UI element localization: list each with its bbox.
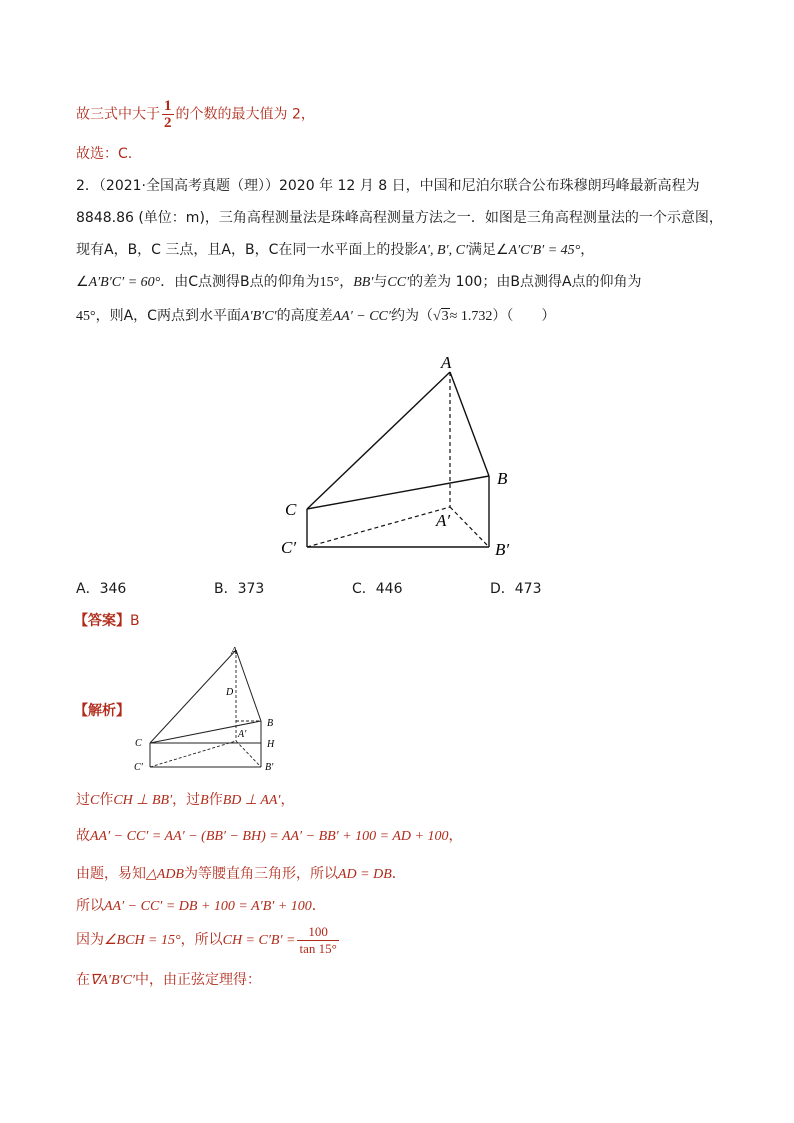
- solution-line-2: [76, 826, 462, 847]
- conclusion-line-1: [76, 98, 315, 131]
- text-segment: ∠: [76, 274, 89, 290]
- math-segment: BB′: [353, 275, 374, 290]
- text-segment: 故: [76, 828, 90, 844]
- math-segment: AD = DB: [337, 867, 392, 882]
- text-segment: 过: [76, 792, 90, 808]
- answer-value: B: [130, 613, 140, 629]
- label-D: D: [226, 687, 234, 698]
- math-segment: A′B′C′ = 60°: [88, 275, 161, 290]
- math-segment: A′, B′, C′: [418, 243, 469, 258]
- fraction-numerator: 1: [164, 98, 172, 114]
- math-segment: ∇A′B′C′: [90, 973, 135, 988]
- option-a[interactable]: A．346: [76, 581, 127, 597]
- text-segment: ．: [311, 898, 326, 914]
- fraction-denominator: 2: [164, 115, 172, 131]
- label-C: C: [135, 738, 142, 749]
- text-segment: ，: [580, 242, 595, 258]
- fraction-one-half: [162, 98, 174, 131]
- question-line-5: [76, 306, 555, 327]
- math-segment: 45°: [76, 309, 96, 324]
- math-segment: AA′ − CC′ = AA′ − (BB′ − BH) = AA′ − BB′ + 100 = AD + 100: [90, 829, 449, 844]
- question-line-4: [76, 272, 642, 293]
- solution-line-1: [76, 790, 295, 811]
- edge-AB: [236, 650, 261, 721]
- text-segment: 的差为 100；由B点测得A点的仰角为: [409, 274, 642, 290]
- fraction-100-over-tan15: [297, 924, 338, 957]
- text-segment: 现有A，B，C 三点，且A，B，C在同一水平面上的投影: [76, 242, 419, 258]
- solution-line-4: [76, 896, 326, 917]
- text-segment: 在: [76, 972, 90, 988]
- sqrt-radicand: 3: [441, 309, 449, 324]
- math-segment: B: [200, 793, 209, 808]
- dashed-ApBp: [236, 741, 261, 767]
- solution-line-6: [76, 970, 261, 991]
- label-C-prime: C′: [281, 538, 297, 557]
- math-segment: △ADB: [146, 867, 184, 882]
- text-segment: ．由C点测得B点的仰角为: [160, 274, 320, 290]
- text-segment: ，: [448, 828, 463, 844]
- label-H: H: [267, 739, 275, 750]
- math-segment: CC′: [387, 275, 410, 290]
- label-C: C: [285, 500, 297, 519]
- text-segment: ，: [280, 792, 295, 808]
- text-segment: ，过: [172, 792, 201, 808]
- dashed-CpAp: [150, 741, 236, 767]
- text-segment: 作: [99, 792, 114, 808]
- question-line-3: [76, 240, 594, 261]
- math-segment: A′C′B′ = 45°: [508, 243, 581, 258]
- label-B: B: [267, 718, 274, 729]
- text-segment: ，则A，C两点到水平面: [95, 308, 241, 324]
- text-segment: 作: [208, 792, 223, 808]
- question-line-2: 8848.86 (单位：m)，三角高程测量法是珠峰高程测量方法之一．如图是三角高程测量法的一个示意图，: [76, 210, 723, 226]
- math-segment: AA′ − CC′ = DB + 100 = A′B′ + 100: [104, 899, 312, 914]
- analysis-label: 【解析】: [74, 703, 130, 719]
- answer-label: 【答案】: [74, 613, 130, 629]
- label-A: A: [231, 646, 238, 657]
- dashed-CpAp: [307, 507, 450, 547]
- solution-line-3: [76, 864, 406, 885]
- label-B-prime: B′: [495, 540, 510, 559]
- text-segment: 的高度差: [276, 308, 333, 324]
- question-line-1: 2．（2021·全国高考真题（理））2020 年 12 月 8 日，中国和尼泊尔联合公布珠穆朗玛峰最新高程为: [76, 178, 700, 194]
- option-c[interactable]: C．446: [352, 581, 403, 597]
- sqrt-symbol: √: [432, 309, 441, 324]
- fraction-numerator: 100: [297, 924, 338, 941]
- answer-line: [74, 610, 140, 630]
- label-A: A: [441, 353, 452, 372]
- option-d[interactable]: D．473: [490, 581, 542, 597]
- conclusion-line-2: 故选：C.: [76, 146, 133, 162]
- solution-line-5: [76, 922, 341, 959]
- text-segment: 的个数的最大值为 2，: [175, 106, 315, 123]
- text-segment: 因为: [76, 932, 104, 948]
- text-segment: 由题，易知: [76, 866, 146, 882]
- math-segment: 15°: [319, 275, 340, 290]
- text-segment: 满足∠: [468, 242, 509, 258]
- text-segment: 约为（: [390, 308, 433, 324]
- edge-AC: [307, 372, 450, 509]
- edge-CB: [307, 476, 489, 509]
- label-A-prime: A′: [436, 511, 451, 530]
- math-segment: ≈ 1.732）（ ）: [449, 309, 556, 324]
- prism-diagram: [270, 345, 530, 565]
- text-segment: ，: [339, 274, 354, 290]
- text-segment: 故三式中大于: [76, 106, 160, 123]
- text-segment: 与: [373, 274, 388, 290]
- edge-AB: [450, 372, 489, 476]
- solution-diagram: [130, 643, 285, 778]
- label-C-prime: C′: [134, 762, 143, 773]
- label-B-prime: B′: [265, 762, 274, 773]
- label-B: B: [497, 469, 508, 488]
- math-segment: C: [90, 793, 100, 808]
- dashed-ApBp: [450, 507, 489, 547]
- text-segment: 中，由正弦定理得：: [135, 972, 261, 988]
- text-segment: ，所以: [180, 932, 223, 948]
- edge-AC: [150, 650, 236, 743]
- text-segment: 所以: [76, 898, 104, 914]
- math-segment: BD ⊥ AA′: [222, 793, 281, 808]
- math-segment: ∠BCH = 15°: [104, 933, 181, 948]
- label-A-prime: A′: [238, 729, 247, 740]
- math-segment: A′B′C′: [240, 309, 277, 324]
- math-segment: AA′ − CC′: [332, 309, 391, 324]
- math-segment: CH = C′B′ =: [222, 933, 296, 948]
- text-segment: ．: [391, 866, 406, 882]
- text-segment: 为等腰直角三角形，所以: [183, 866, 338, 882]
- math-segment: CH ⊥ BB′: [113, 793, 173, 808]
- fraction-denominator: tan 15°: [299, 940, 337, 956]
- option-b[interactable]: B．373: [214, 581, 265, 597]
